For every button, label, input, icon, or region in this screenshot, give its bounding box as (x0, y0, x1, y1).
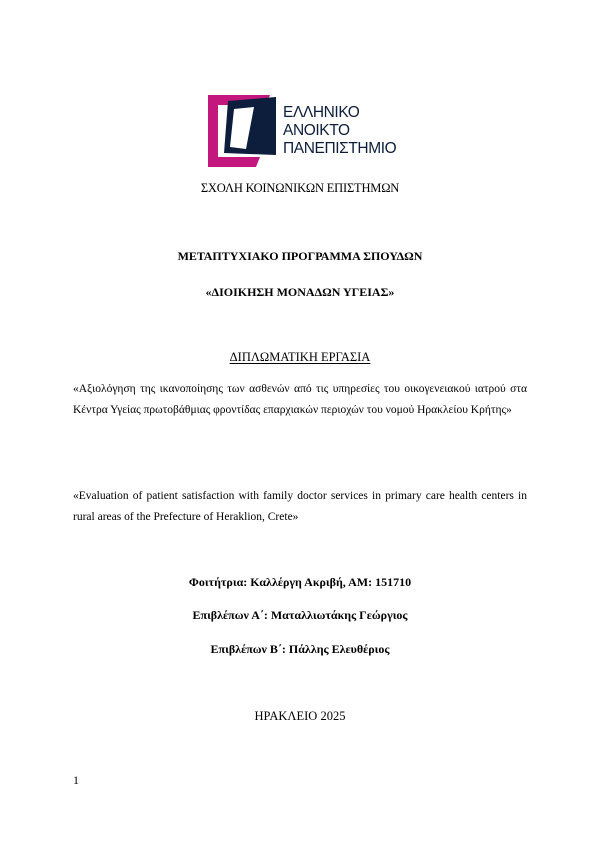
school-name: ΣΧΟΛΗ ΚΟΙΝΩΝΙΚΩΝ ΕΠΙΣΤΗΜΩΝ (200, 181, 400, 195)
specialty-name: «ΔΙΟΙΚΗΣΗ ΜΟΝΑΔΩΝ ΥΓΕΙΑΣ» (205, 285, 395, 299)
university-logo (208, 95, 398, 167)
logo-line-2: ΑΝΟΙΚΤΟ (283, 122, 350, 139)
program-name: ΜΕΤΑΠΤΥΧΙΑΚΟ ΠΡΟΓΡΑΜΜΑ ΣΠΟΥΔΩΝ (177, 249, 423, 263)
document-type-label: ΔΙΠΛΩΜΑΤΙΚΗ ΕΡΓΑΣΙΑ (229, 350, 371, 364)
student-info: Φοιτήτρια: Καλλέργη Ακριβή, ΑΜ: 151710 (188, 575, 412, 589)
supervisor-b: Επιβλέπων Β΄: Πάλλης Ελευθέριος (210, 642, 390, 656)
logo-line-1: ΕΛΛΗΝΙΚΟ (283, 104, 360, 121)
page-number: 1 (73, 773, 79, 787)
supervisor-a: Επιβλέπων Α΄: Ματαλλιωτάκης Γεώργιος (192, 608, 408, 622)
thesis-title-greek: «Αξιολόγηση της ικανοποίησης των ασθενών από τις υπηρεσίες του οικογενειακού ιατρού στα Κέντρα Υγείας πρωτοβάθμιας φροντίδας επαρχιακών περιοχών του νομού Ηρακλείου Κρήτης» (73, 383, 527, 416)
logo-line-3: ΠΑΝΕΠΙΣΤΗΜΙΟ (283, 140, 397, 157)
document-type (0, 350, 600, 365)
university-logo-text (283, 104, 396, 158)
thesis-title-english: «Evaluation of patient satisfaction with family doctor services in primary care health centers in rural areas of the Prefecture of Heraklion, Crete» (73, 490, 527, 523)
university-logo-mark-icon (208, 95, 276, 167)
city-year: ΗΡΑΚΛΕΙΟ 2025 (254, 709, 346, 723)
